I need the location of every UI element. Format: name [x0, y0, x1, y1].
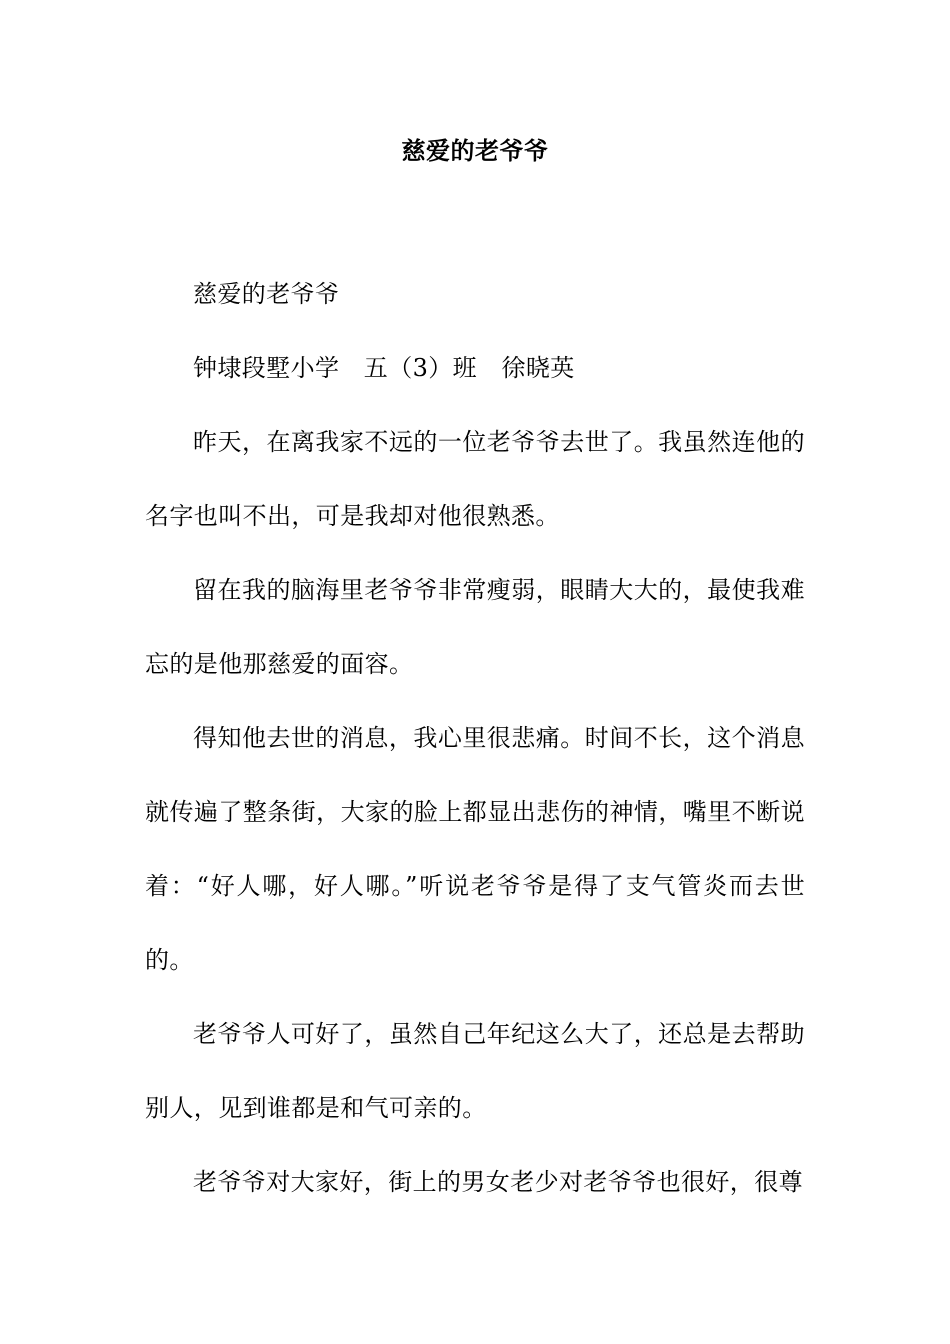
paragraph: 留在我的脑海里老爷爷非常瘦弱，眼睛大大的，最使我难忘的是他那慈爱的面容。: [145, 576, 805, 678]
paragraph: 老爷爷人可好了，虽然自己年纪这么大了，还总是去帮助别人，见到谁都是和气可亲的。: [145, 1020, 805, 1122]
paragraph: 得知他去世的消息，我心里很悲痛。时间不长，这个消息就传遍了整条街，大家的脸上都显出悲伤的神情，嘴里不断说着：“好人哪，好人哪。”听说老爷爷是得了支气管炎而去世的。: [145, 724, 805, 974]
paragraph: 昨天，在离我家不远的一位老爷爷去世了。我虽然连他的名字也叫不出，可是我却对他很熟悉。: [145, 428, 805, 530]
paragraph: 老爷爷对大家好，街上的男女老少对老爷爷也很好，很尊: [193, 1168, 803, 1196]
document-body: [145, 257, 805, 1219]
paragraph-author-line: 钟埭段墅小学 五（3）班 徐晓英: [193, 354, 575, 382]
document-title: 慈爱的老爷爷: [401, 136, 549, 165]
paragraph-subtitle: 慈爱的老爷爷: [193, 280, 340, 308]
